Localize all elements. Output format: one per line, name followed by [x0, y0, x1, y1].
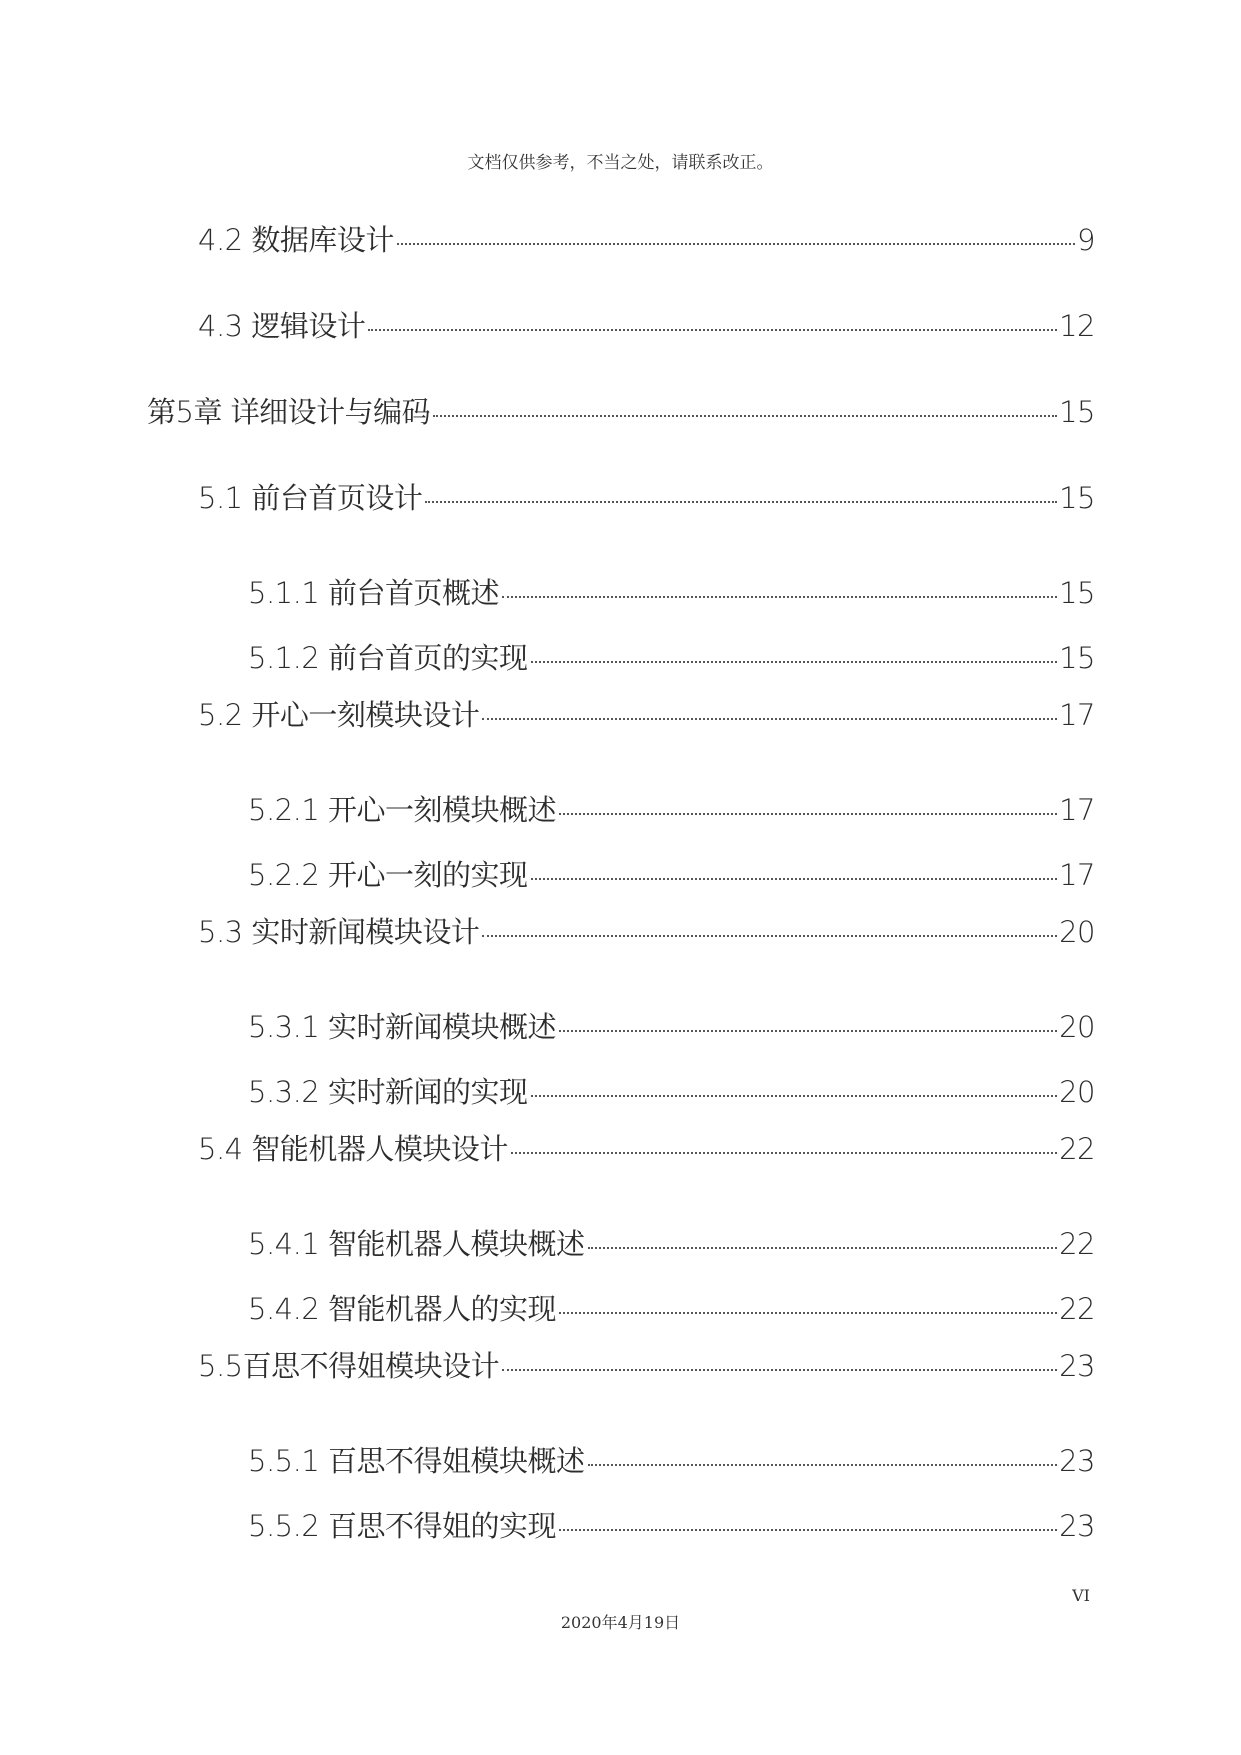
toc-entry[interactable] — [248, 1504, 1095, 1544]
toc-dot-leader — [502, 596, 1057, 598]
toc-entry[interactable] — [248, 636, 1095, 676]
toc-entry-page: 15 — [1059, 481, 1095, 515]
toc-entry-label: 5.1.1 前台首页概述 — [248, 576, 500, 610]
page-header: 文档仅供参考，不当之处，请联系改正。 — [467, 153, 774, 173]
toc-dot-leader — [482, 718, 1057, 720]
toc-entry-label: 5.4.1 智能机器人模块概述 — [248, 1227, 585, 1261]
toc-entry[interactable] — [248, 1287, 1095, 1327]
toc-entry-label: 5.1.2 前台首页的实现 — [248, 641, 528, 675]
toc-entry[interactable] — [248, 571, 1095, 611]
toc-dot-leader — [482, 935, 1057, 937]
toc-entry-label: 5.4 智能机器人模块设计 — [198, 1132, 508, 1166]
toc-entry[interactable] — [248, 788, 1095, 828]
toc-entry-page: 22 — [1059, 1292, 1095, 1326]
toc-dot-leader — [397, 243, 1075, 245]
toc-dot-leader — [559, 1529, 1057, 1531]
toc-entry[interactable] — [248, 1070, 1095, 1110]
toc-entry[interactable] — [248, 853, 1095, 893]
toc-entry-label: 5.2.1 开心一刻模块概述 — [248, 793, 557, 827]
toc-entry-page: 23 — [1059, 1509, 1095, 1543]
toc-entry-label: 5.5.1 百思不得姐模块概述 — [248, 1444, 585, 1478]
toc-entry-page: 15 — [1059, 576, 1095, 610]
toc-dot-leader — [502, 1369, 1057, 1371]
toc-dot-leader — [511, 1152, 1057, 1154]
toc-entry[interactable] — [198, 218, 1095, 258]
toc-entry[interactable] — [248, 1222, 1095, 1262]
toc-entry-label: 5.3.1 实时新闻模块概述 — [248, 1010, 557, 1044]
toc-entry-page: 17 — [1059, 793, 1095, 827]
page-number: VI — [1072, 1586, 1090, 1605]
toc-entry-label: 5.3 实时新闻模块设计 — [198, 915, 480, 949]
toc-entry[interactable] — [198, 1127, 1095, 1167]
toc-entry-page: 22 — [1059, 1227, 1095, 1261]
toc-entry[interactable] — [198, 1344, 1095, 1384]
toc-entry-page: 20 — [1059, 1075, 1095, 1109]
toc-entry-label: 5.2.2 开心一刻的实现 — [248, 858, 528, 892]
toc-dot-leader — [588, 1464, 1058, 1466]
toc-entry-label: 5.5.2 百思不得姐的实现 — [248, 1509, 557, 1543]
toc-entry[interactable] — [198, 910, 1095, 950]
toc-dot-leader — [559, 1312, 1057, 1314]
toc-entry[interactable] — [248, 1439, 1095, 1479]
toc-entry-page: 17 — [1059, 698, 1095, 732]
toc-entry-page: 20 — [1059, 915, 1095, 949]
toc-entry[interactable] — [147, 390, 1095, 430]
toc-entry-label: 5.3.2 实时新闻的实现 — [248, 1075, 528, 1109]
toc-dot-leader — [559, 813, 1057, 815]
toc-entry-page: 15 — [1059, 641, 1095, 675]
toc-dot-leader — [531, 1095, 1058, 1097]
toc-entry[interactable] — [198, 304, 1095, 344]
toc-entry-label: 5.2 开心一刻模块设计 — [198, 698, 480, 732]
toc-entry-label: 第5章 详细设计与编码 — [147, 395, 431, 429]
toc-entry-label: 4.3 逻辑设计 — [198, 309, 366, 343]
toc-entry-page: 23 — [1059, 1349, 1095, 1383]
toc-entry-label: 5.5百思不得姐模块设计 — [198, 1349, 500, 1383]
toc-entry-page: 20 — [1059, 1010, 1095, 1044]
page-footer-date: 2020年4月19日 — [560, 1613, 681, 1632]
toc-entry-label: 5.1 前台首页设计 — [198, 481, 423, 515]
toc-dot-leader — [531, 878, 1058, 880]
toc-entry-page: 9 — [1077, 223, 1095, 257]
toc-entry[interactable] — [198, 693, 1095, 733]
toc-entry-page: 12 — [1059, 309, 1095, 343]
toc-entry-label: 4.2 数据库设计 — [198, 223, 394, 257]
toc-dot-leader — [425, 501, 1057, 503]
toc-entry[interactable] — [248, 1005, 1095, 1045]
toc-dot-leader — [531, 661, 1058, 663]
toc-dot-leader — [368, 329, 1057, 331]
toc-entry-page: 23 — [1059, 1444, 1095, 1478]
toc-entry-page: 22 — [1059, 1132, 1095, 1166]
toc-entry[interactable] — [198, 476, 1095, 516]
toc-entry-page: 15 — [1059, 395, 1095, 429]
toc-dot-leader — [559, 1030, 1057, 1032]
toc-entry-page: 17 — [1059, 858, 1095, 892]
toc-dot-leader — [588, 1247, 1058, 1249]
toc-dot-leader — [433, 415, 1057, 417]
toc-entry-label: 5.4.2 智能机器人的实现 — [248, 1292, 557, 1326]
